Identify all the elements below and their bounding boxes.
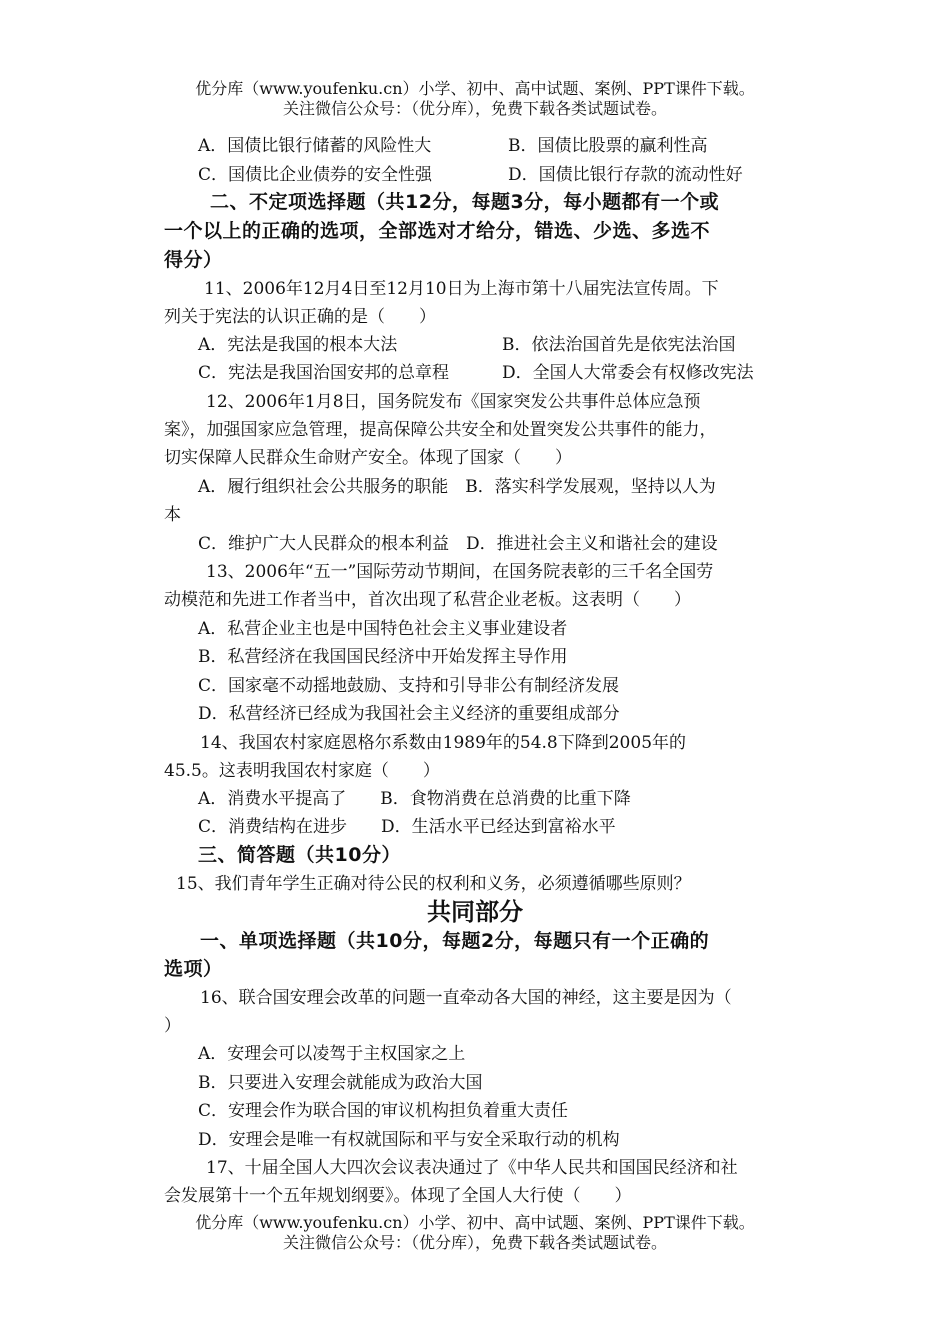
q15-stem: 15、我们青年学生正确对待公民的权利和义务，必须遵循哪些原则？ [176,874,691,894]
header-line-2: 关注微信公众号：（优分库），免费下载各类试题试卷。 [282,99,667,118]
q12-stem-line-1: 12、2006年1月8日，国务院发布《国家突发公共事件总体应急预 [206,392,701,412]
section-2-title-line-2: 一个以上的正确的选项，全部选对才给分，错选、少选、多选不 [164,220,711,242]
common-part-title: 共同部分 [427,898,523,926]
q10-option-a: A．国债比银行储蓄的风险性大 [198,136,432,156]
q14-stem-line-2: 45.5。这表明我国农村家庭（ ） [164,761,440,781]
q13-option-d: D．私营经济已经成为我国社会主义经济的重要组成部分 [198,704,620,724]
q16-option-c: C．安理会作为联合国的审议机构担负着重大责任 [198,1101,569,1121]
q13-stem-line-2: 动模范和先进工作者当中，首次出现了私营企业老板。这表明（ ） [164,590,691,610]
q12-stem-line-3: 切实保障人民群众生命财产安全。体现了国家（ ） [164,448,572,468]
q12-stem-line-2: 案》，加强国家应急管理，提高保障公共安全和处置突发公共事件的能力， [164,420,717,440]
q12-options-cd: C．维护广大人民群众的根本利益 D．推进社会主义和谐社会的建设 [198,534,718,554]
q10-option-d: D．国债比银行存款的流动性好 [508,165,743,185]
q14-options-ab: A．消费水平提高了 B．食物消费在总消费的比重下降 [198,789,631,809]
common-section-1-title-line-1: 一、单项选择题（共10分，每题2分，每题只有一个正确的 [200,930,710,952]
q16-stem-line-2: ） [164,1016,181,1036]
common-section-1-title-line-2: 选项） [164,958,223,980]
q16-option-d: D．安理会是唯一有权就国际和平与安全采取行动的机构 [198,1130,620,1150]
q11-option-b: B．依法治国首先是依宪法治国 [502,335,736,355]
q16-option-a: A．安理会可以凌驾于主权国家之上 [198,1044,466,1064]
q13-option-c: C．国家毫不动摇地鼓励、支持和引导非公有制经济发展 [198,676,620,696]
q13-option-a: A．私营企业主也是中国特色社会主义事业建设者 [198,619,568,639]
q14-options-cd: C．消费结构在进步 D．生活水平已经达到富裕水平 [198,817,616,837]
q11-stem-line-2: 列关于宪法的认识正确的是（ ） [164,307,436,327]
q11-stem-line-1: 11、2006年12月4日至12月10日为上海市第十八届宪法宣传周。下 [204,279,719,299]
q11-option-c: C．宪法是我国治国安邦的总章程 [198,363,450,383]
section-2-title-line-1: 二、不定项选择题（共12分，每题3分，每小题都有一个或 [210,191,720,213]
q16-stem-line-1: 16、联合国安理会改革的问题一直牵动各大国的神经，这主要是因为（ [200,988,732,1008]
q13-option-b: B．私营经济在我国国民经济中开始发挥主导作用 [198,647,568,667]
q10-option-c: C．国债比企业债券的安全性强 [198,165,433,185]
header-line-1: 优分库（www.youfenku.cn）小学、初中、高中试题、案例、PPT课件下载。 [195,79,755,98]
q11-option-d: D．全国人大常委会有权修改宪法 [502,363,754,383]
q13-stem-line-1: 13、2006年“五一”国际劳动节期间，在国务院表彰的三千名全国劳 [206,562,714,582]
q17-stem-line-1: 17、十届全国人大四次会议表决通过了《中华人民共和国国民经济和社 [206,1158,738,1178]
q10-option-b: B．国债比股票的赢利性高 [508,136,708,156]
footer-line-1: 优分库（www.youfenku.cn）小学、初中、高中试题、案例、PPT课件下载。 [195,1213,755,1232]
q17-stem-line-2: 会发展第十一个五年规划纲要》。体现了全国人大行使（ ） [164,1186,632,1206]
q12-options-ab-line-1: A．履行组织社会公共服务的职能 B．落实科学发展观，坚持以人为 [198,477,716,497]
section-2-title-line-3: 得分） [164,249,223,271]
q16-option-b: B．只要进入安理会就能成为政治大国 [198,1073,483,1093]
q14-stem-line-1: 14、我国农村家庭恩格尔系数由1989年的54.8下降到2005年的 [200,733,687,753]
section-3-title: 三、简答题（共10分） [198,844,401,866]
q11-option-a: A．宪法是我国的根本大法 [198,335,398,355]
footer-line-2: 关注微信公众号：（优分库），免费下载各类试题试卷。 [282,1233,667,1252]
q12-options-ab-line-2: 本 [164,505,181,525]
